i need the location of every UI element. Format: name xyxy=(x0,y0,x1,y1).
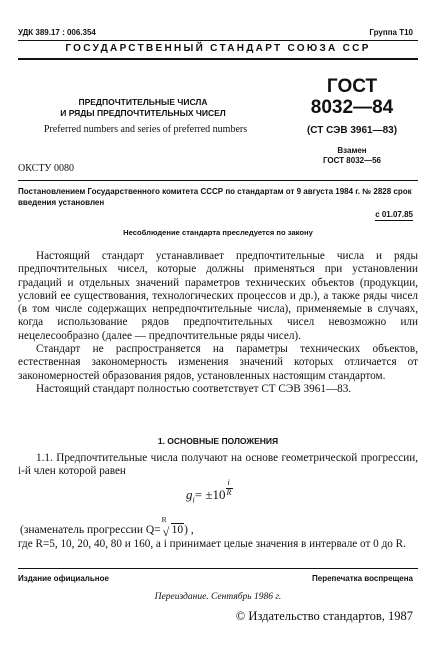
official-edition: Издание официальное xyxy=(18,574,109,583)
radical-sign: √ xyxy=(162,525,170,539)
root-radicand: 10 xyxy=(171,524,184,536)
reprint-prohibited: Перепечатка воспрещена xyxy=(312,574,413,583)
copyright: © Издательство стандартов, 1987 xyxy=(235,609,413,623)
ratio-text: (знаменатель прогрессии Q= xyxy=(20,524,161,536)
legal-warning: Несоблюдение стандарта преследуется по закону xyxy=(123,228,313,237)
geometric-progression-formula xyxy=(186,478,235,505)
effective-date: с 01.07.85 xyxy=(375,210,413,219)
footer-rule xyxy=(18,568,418,569)
reissue-date: Переиздание. Сентябрь 1986 г. xyxy=(154,592,282,602)
replaces-label: Взамен xyxy=(337,146,367,155)
title-divider xyxy=(18,180,418,181)
clause-1-1 xyxy=(18,452,418,479)
group-code: Группа Т10 xyxy=(369,28,413,37)
okstu-code: ОКСТУ 0080 xyxy=(18,163,75,174)
intro-paragraph-2: Стандарт не распространяется на параметры технических объектов, естественная закономерность изменения значений которых отличается от закономерностей образования рядов, установленных настоящим стандартом. xyxy=(18,343,418,382)
title-en: Preferred numbers and series of preferred numbers xyxy=(43,124,248,135)
gost-label: ГОСТ xyxy=(326,76,378,97)
header-top-rule xyxy=(18,40,418,41)
st-sev-reference: (СТ СЭВ 3961—83) xyxy=(306,125,398,136)
formula-g: g xyxy=(186,487,193,502)
introduction xyxy=(18,250,418,396)
range-text: где R=5, 10, 20, 40, 80 и 160, а i принимает целые значения в интервале от 0 до R. xyxy=(18,538,406,550)
gost-number: 8032—84 xyxy=(310,97,394,118)
title-ru xyxy=(18,97,268,119)
clause-1-1-text: 1.1. Предпочтительные числа получают на основе геометрической прогрессии, i-й член которой равен xyxy=(18,452,418,478)
decree-text: Постановлением Государственного комитета СССР по стандартам от 9 августа 1984 г. № 2828 срок введения установлен xyxy=(18,187,412,207)
formula-subscript-i: i xyxy=(192,495,195,505)
formula-exp-denominator: R xyxy=(226,488,232,497)
section-1-heading: 1. ОСНОВНЫЕ ПОЛОЖЕНИЯ xyxy=(157,436,279,446)
state-standard-banner: ГОСУДАРСТВЕННЫЙ СТАНДАРТ СОЮЗА ССР xyxy=(65,43,371,54)
header-bottom-rule xyxy=(18,58,418,60)
root-index: R xyxy=(161,515,167,524)
replaces-standard: ГОСТ 8032—56 xyxy=(322,156,382,165)
progression-ratio-line xyxy=(20,515,194,539)
clause-1-1-range xyxy=(18,538,418,551)
udk-code: УДК 389.17 : 006.354 xyxy=(18,28,96,37)
title-ru-line2: И РЯДЫ ПРЕДПОЧТИТЕЛЬНЫХ ЧИСЕЛ xyxy=(60,108,226,118)
formula-exponent xyxy=(225,478,235,499)
formula-rhs: = ±10 xyxy=(194,487,226,502)
intro-paragraph-1: Настоящий стандарт устанавливает предпочтительные числа и ряды предпочтительных чисел, которые должны применяться при установлении градаций и отдельных значений параметров технических объектов (продукции, условий ее существования, технологических процессов и др.), а также ряды чисел (в том числе содержащих непредпочтительные числа), применяемые в случаях, когда использование рядов предпочтительных чисел невозможно или нецелесообразно (далее — предпочтительные ряды чисел). xyxy=(18,250,418,342)
formula-exp-numerator: i xyxy=(227,478,230,487)
intro-paragraph-3: Настоящий стандарт полностью соответствует СТ СЭВ 3961—83. xyxy=(36,382,352,395)
root-expression xyxy=(161,515,185,539)
title-ru-line1: ПРЕДПОЧТИТЕЛЬНЫЕ ЧИСЛА xyxy=(78,97,208,107)
ratio-close: ) , xyxy=(184,524,194,536)
